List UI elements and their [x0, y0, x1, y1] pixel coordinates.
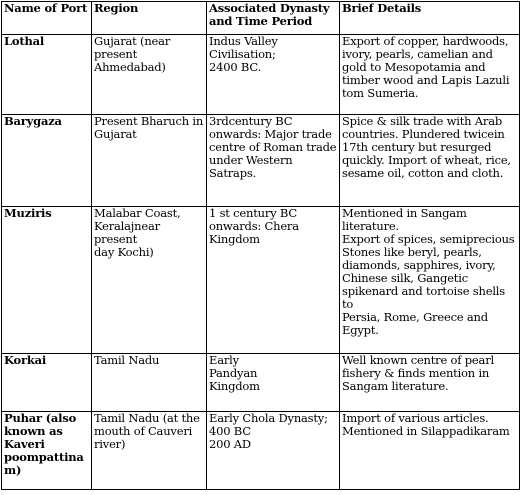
table-row — [2, 354, 520, 412]
port-region: Tamil Nadu — [92, 354, 207, 412]
ports-table — [1, 1, 520, 490]
header-brief-details: Brief Details — [340, 2, 520, 35]
header-region: Region — [92, 2, 207, 35]
table-row — [2, 207, 520, 354]
port-region: Malabar Coast, Keralajnear present day Kochi) — [92, 207, 207, 354]
port-name: Muziris — [2, 207, 92, 354]
header-associated-dynasty: Associated Dynasty and Time Period — [207, 2, 340, 35]
port-details: Import of various articles. Mentioned in Silappadikaram — [340, 412, 520, 490]
header-row — [2, 2, 520, 35]
port-details: Mentioned in Sangam literature. Export of spices, semiprecious Stones like beryl, pearls, diamonds, sapphires, ivory, Chinese silk, Gangetic spikenard and tortoise shells to Persia, Rome, Greece and Egypt. — [340, 207, 520, 354]
port-dynasty: 3rdcentury BC onwards: Major trade centre of Roman trade under Western Satraps. — [207, 115, 340, 207]
table-row — [2, 115, 520, 207]
port-dynasty: 1 st century BC onwards: Chera Kingdom — [207, 207, 340, 354]
port-dynasty: Early Chola Dynasty; 400 BC 200 AD — [207, 412, 340, 490]
port-region: Present Bharuch in Gujarat — [92, 115, 207, 207]
port-details: Export of copper, hardwoods, ivory, pearls, camelian and gold to Mesopotamia and timber wood and Lapis Lazuli tom Sumeria. — [340, 35, 520, 115]
port-name: Korkai — [2, 354, 92, 412]
port-details: Spice & silk trade with Arab countries. Plundered twicein 17th century but resurged quickly. Import of wheat, rice, sesame oil, cotton and cloth. — [340, 115, 520, 207]
table-row — [2, 35, 520, 115]
header-name-of-port: Name of Port — [2, 2, 92, 35]
port-name: Barygaza — [2, 115, 92, 207]
port-region: Gujarat (near present Ahmedabad) — [92, 35, 207, 115]
port-region: Tamil Nadu (at the mouth of Cauveri river) — [92, 412, 207, 490]
port-dynasty: Indus Valley Civilisation; 2400 BC. — [207, 35, 340, 115]
table-row — [2, 412, 520, 490]
port-name: Lothal — [2, 35, 92, 115]
port-dynasty: Early Pandyan Kingdom — [207, 354, 340, 412]
port-name: Puhar (also known as Kaveri poompattina m) — [2, 412, 92, 490]
port-details: Well known centre of pearl fishery & finds mention in Sangam literature. — [340, 354, 520, 412]
